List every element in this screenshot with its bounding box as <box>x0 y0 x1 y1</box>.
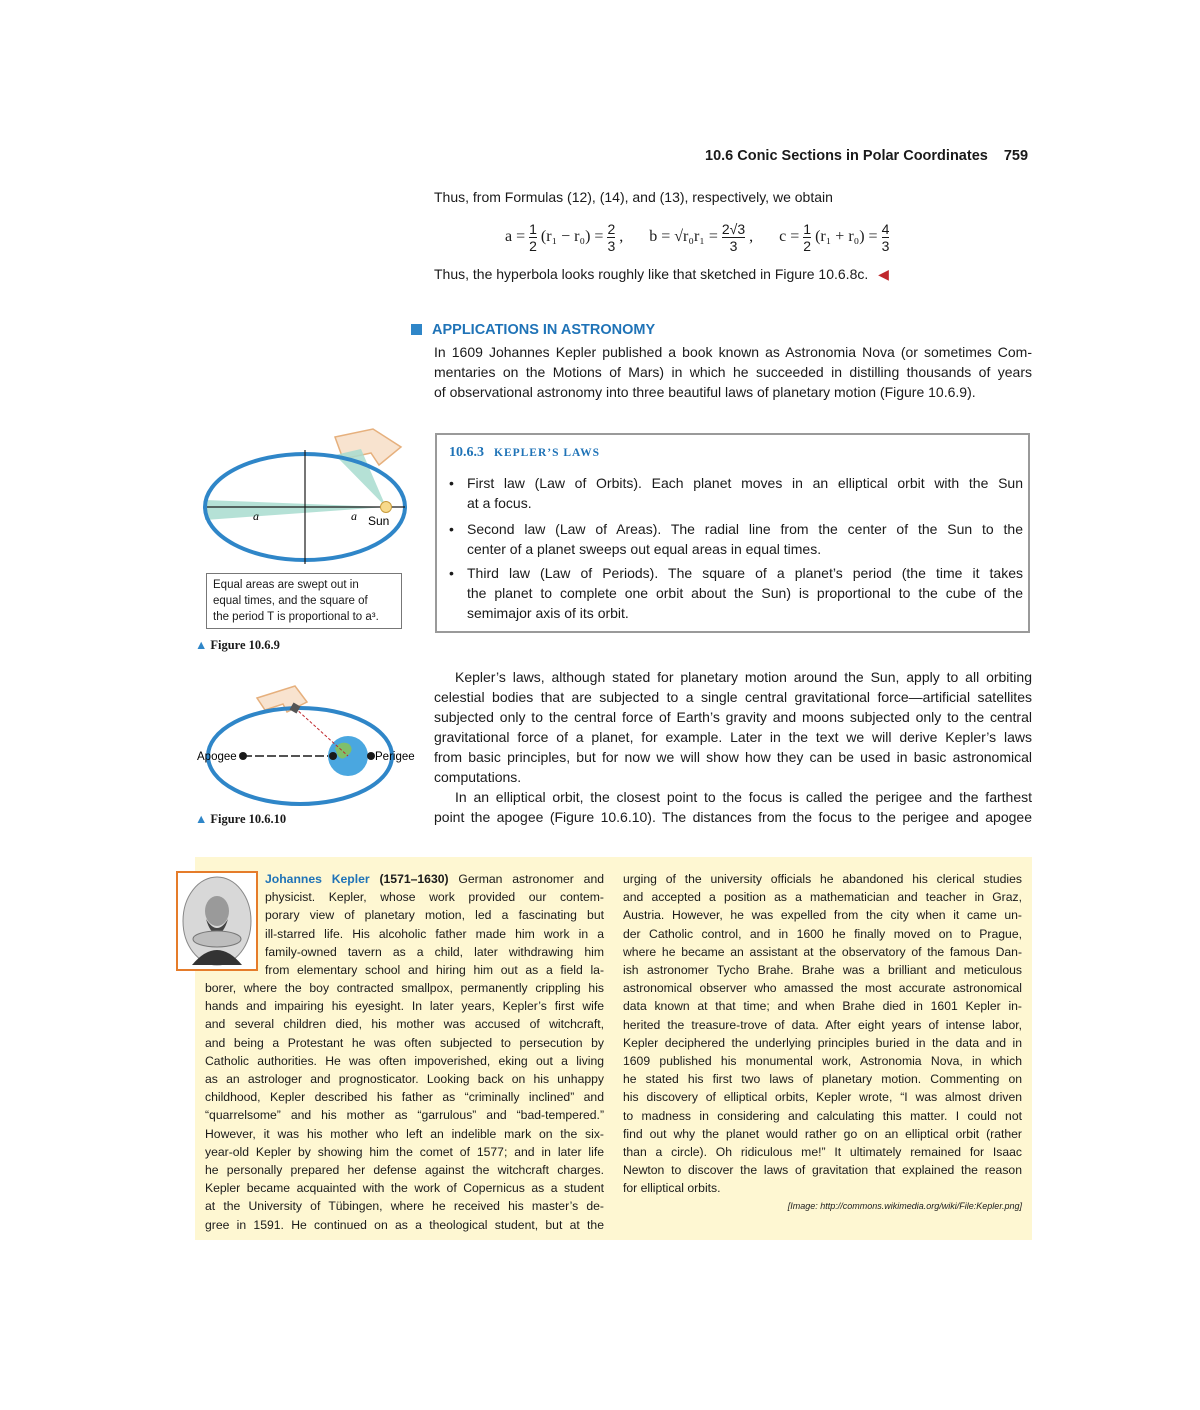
bio-col1-top <box>265 870 604 979</box>
bio-line: porary view of planetary motion, led a fascinating but <box>265 908 604 923</box>
figure-10-6-10-diagram <box>195 678 425 808</box>
label-sun: Sun <box>368 514 390 528</box>
law-first: • First law (Law of Orbits). Each planet moves in an elliptical orbit with the Sun at a focus. <box>449 475 1023 511</box>
body-line: point the apogee (Figure 10.6.10). The distances from the focus to the perigee and apogee <box>434 809 1032 825</box>
laws-box-number: 10.6.3 <box>449 445 484 460</box>
end-of-example-icon: ◀ <box>878 266 889 282</box>
law-second: • Second law (Law of Areas). The radial line from the center of the Sun to the center of a planet sweeps out equal areas in equal times. <box>449 521 1023 557</box>
bio-line: year-old Kepler by showing him the comet of 1577; and in later life <box>205 1144 604 1159</box>
bio-line: as an astrologer and prognosticator. Looking back on his unhappy <box>205 1072 604 1087</box>
bio-line: Newton to discover the laws of gravitation that explained the reason <box>623 1163 1022 1178</box>
bio-line: urging of the university officials he abandoned his clerical studies <box>623 872 1022 886</box>
label-perigee: Perigee <box>375 751 415 763</box>
bio-line: ill-starred life. His alcoholic father made him work in a <box>265 926 604 941</box>
intro-line: Thus, from Formulas (12), (14), and (13), respectively, we obtain <box>434 189 833 205</box>
bio-line: 1609 published his monumental work, Astronomia Nova, in which <box>623 1054 1022 1069</box>
law-line: the planet to complete one orbit about the Sun) is proportional to the cube of the <box>467 585 1023 601</box>
figure-label-text: Figure 10.6.9 <box>210 638 280 652</box>
law-line: First law (Law of Orbits). Each planet moves in an elliptical orbit with the Sun <box>467 475 1023 491</box>
eq-c-num: 1 <box>803 220 812 237</box>
eq-c-rnum: 4 <box>881 220 890 237</box>
bio-line: family-owned tavern as a child, later withdrawing him <box>265 944 604 959</box>
section-title: APPLICATIONS IN ASTRONOMY <box>432 322 656 338</box>
bio-line: than a circle). Oh ridiculous me!” It ultimately remained for Isaac <box>623 1145 1022 1160</box>
eq-a-rnum: 2 <box>607 220 616 237</box>
eq-c-den: 2 <box>803 237 812 254</box>
bio-name: Johannes Kepler <box>265 872 370 886</box>
bio-col1 <box>205 979 604 1234</box>
bio-first-line <box>265 870 604 888</box>
eq-a-num: 1 <box>529 220 537 237</box>
eq-c-lhs: c = <box>779 228 800 245</box>
bio-line: his discovery of elliptical orbits, Kepler wrote, “I was almost driven <box>623 1090 1022 1105</box>
bio-line: ish astronomer Tycho Brahe. Brahe was a brilliant and meticulous <box>623 963 1022 978</box>
eq-a-rden: 3 <box>607 237 616 254</box>
law-line: center of a planet sweeps out equal areas in equal times. <box>467 541 822 557</box>
law-line: semimajor axis of its orbit. <box>467 605 629 621</box>
bio-line: Kepler deciphered the underlying principles buried in the data and in <box>623 1035 1022 1050</box>
body-line: computations. <box>434 769 522 785</box>
bio-line: and several children died, his mother was accused of witchcraft, <box>205 1017 604 1032</box>
bio-line: However, it was his mother who left an indelible mark on the six- <box>205 1126 604 1141</box>
eq-b-frac <box>722 221 745 254</box>
bio-line: he stated his first two laws of planetary motion. Commenting on <box>623 1072 1022 1087</box>
law-third: • Third law (Law of Periods). The square of a planet’s period (the time it takes the planet to complete one orbit about the Sun) is proportional to the cube of the semimajor axis of its orbit. <box>449 565 1023 621</box>
triangle-icon: ▲ <box>195 812 208 826</box>
body-line: Kepler’s laws, although stated for planetary motion around the Sun, apply to all orbiting <box>455 669 1032 685</box>
bio-line: astronomical observer who amassed the most accurate astronomical <box>623 981 1022 996</box>
eq-b-lhs: b = √r₀r₁ = <box>649 228 718 245</box>
triangle-icon: ▲ <box>195 638 208 652</box>
bio-line: der Catholic control, and in 1600 he finally moved on to Prague, <box>623 926 1022 941</box>
section-square-icon <box>411 324 422 335</box>
keplers-laws-box <box>435 433 1030 633</box>
figure-10-6-10-label <box>195 812 286 827</box>
perigee-point <box>367 752 375 760</box>
bio-line: childhood, Kepler described his father as “criminally inclined” and <box>205 1090 604 1105</box>
bio-line: and accepted a position as a mathematician and teacher in Graz, <box>623 890 1022 905</box>
page-number: 759 <box>1003 148 1029 164</box>
apogee-point <box>239 752 247 760</box>
bio-line: borer, where the boy contracted smallpox, permanently crippling his <box>205 981 604 995</box>
eq-a-rfrac <box>607 221 615 254</box>
hyperbola-line <box>434 264 889 284</box>
eq-c-rden: 3 <box>881 237 890 254</box>
section-line: In 1609 Johannes Kepler published a book known as Astronomia Nova (or sometimes Com- <box>434 344 1032 360</box>
eq-a-den: 2 <box>529 237 537 254</box>
bio-line: where he became an assistant at the observatory of the famous Dan- <box>623 944 1022 959</box>
header-title: 10.6 Conic Sections in Polar Coordinates <box>705 148 988 164</box>
bio-line: “quarrelsome” and his mother as “garrulous” and “bad-tempered.” <box>205 1108 604 1123</box>
figure-10-6-9-diagram <box>195 425 417 570</box>
focus-point <box>329 752 337 760</box>
body-line: from basic principles, but for now we will show how they can be used in basic astronomical <box>434 749 1032 765</box>
body-line: subjected only to the central force of Earth’s gravity and moons subjected only to the central <box>434 709 1032 725</box>
bio-first-text: German astronomer and <box>458 872 604 886</box>
eq-a-lhs: a = <box>505 228 526 245</box>
bio-line: at the University of Tübingen, where he received his master’s de- <box>205 1199 604 1214</box>
body-text <box>434 667 1032 827</box>
body-line: celestial bodies that are subjected to a single central gravitational force—artificial satellites <box>434 689 1032 705</box>
bio-line: to madness in considering and calculating this matter. I could not <box>623 1108 1022 1123</box>
eq-b-num: 2√3 <box>721 220 746 237</box>
section-line: mentaries on the Motions of Mars) in which he succeeded in distilling thousands of years <box>434 364 1032 380</box>
bio-dates: (1571–1630) <box>379 872 449 886</box>
label-a-right: a <box>351 509 357 523</box>
bio-line: Austria. However, he was expelled from the city when it came un- <box>623 908 1022 923</box>
caption-line: equal times, and the square of <box>213 595 368 607</box>
figure-label-text: Figure 10.6.10 <box>210 812 287 826</box>
hyperbola-text: Thus, the hyperbola looks roughly like that sketched in Figure 10.6.8c. <box>434 266 869 282</box>
law-line: Third law (Law of Periods). The square of a planet’s period (the time it takes <box>467 565 1023 581</box>
section-heading <box>411 322 655 338</box>
bio-line: hands and impairing his eyesight. In later years, Kepler’s first wife <box>205 999 604 1014</box>
bio-line: gree in 1591. He continued on as a theological student, but at the <box>205 1217 604 1232</box>
figure-10-6-9-label <box>195 638 280 653</box>
running-head <box>705 148 1028 164</box>
label-a-left: a <box>253 509 259 523</box>
portrait-icon <box>178 873 256 969</box>
label-apogee: Apogee <box>197 751 237 763</box>
caption-line: Equal areas are swept out in <box>213 579 359 591</box>
law-line: at a focus. <box>467 495 532 511</box>
bio-line: he personally prepared her defense against the witchcraft charges. <box>205 1163 604 1178</box>
eq-b-den: 3 <box>729 237 738 254</box>
laws-box-title <box>449 445 600 461</box>
caption-line: the period T is proportional to a³. <box>213 611 379 623</box>
radial-line <box>295 708 348 756</box>
section-line: of observational astronomy into three beautiful laws of planetary motion (Figure 10.6.9). <box>434 384 976 400</box>
bio-col2 <box>623 870 1022 1198</box>
bio-line: herited the treasure-trove of data. After eight years of intense labor, <box>623 1017 1022 1032</box>
section-paragraph <box>434 342 1032 402</box>
bio-line: from elementary school and hiring him out as a field la- <box>265 963 604 978</box>
law-line: Second law (Law of Areas). The radial line from the center of the Sun to the <box>467 521 1023 537</box>
body-line: In an elliptical orbit, the closest point to the focus is called the perigee and the farthest <box>455 789 1032 805</box>
swept-area-left <box>205 500 386 520</box>
bio-line: physicist. Kepler, whose work provided our contem- <box>265 890 604 905</box>
bio-line: find out why the planet would rather go on an elliptical orbit (rather <box>623 1126 1022 1141</box>
bio-line: data known at that time; and when Brahe died in 1601 Kepler in- <box>623 999 1022 1014</box>
equation-line: a = $\frac{1}{2}$ (r₁ − r₀) = $\frac{2}{3}$ , b = √r₀r₁ = $\frac{2√3}{3}$ , c = $\frac{1}{2}$ (r₁ + r₀) = $\frac{4}{3}$ <box>505 220 890 254</box>
laws-box-heading: KEPLER’S LAWS <box>494 447 600 459</box>
bio-line: and being a Protestant he was often subjected to persecution by <box>205 1035 604 1050</box>
eq-c-rfrac <box>882 221 890 254</box>
eq-c-frac <box>803 221 811 254</box>
image-credit: [Image: http://commons.wikimedia.org/wiki/File:Kepler.png] <box>787 1201 1022 1211</box>
bio-line: for elliptical orbits. <box>623 1181 721 1196</box>
eq-c-mid: (r₁ + r₀) = <box>815 228 878 245</box>
sun-icon <box>381 502 392 513</box>
kepler-portrait <box>176 871 258 971</box>
figure-10-6-9-caption <box>206 573 402 629</box>
eq-a-frac <box>529 221 537 254</box>
bio-line: Catholic authorities. He was often impoverished, eking out a living <box>205 1053 604 1068</box>
eq-a-mid: (r₁ − r₀) = <box>540 228 604 245</box>
bio-line: Kepler became acquainted with the work of Copernicus as a student <box>205 1181 604 1196</box>
body-line: gravitational force of a planet, for example. Later in the text we will derive Kepler’s laws <box>434 729 1032 745</box>
